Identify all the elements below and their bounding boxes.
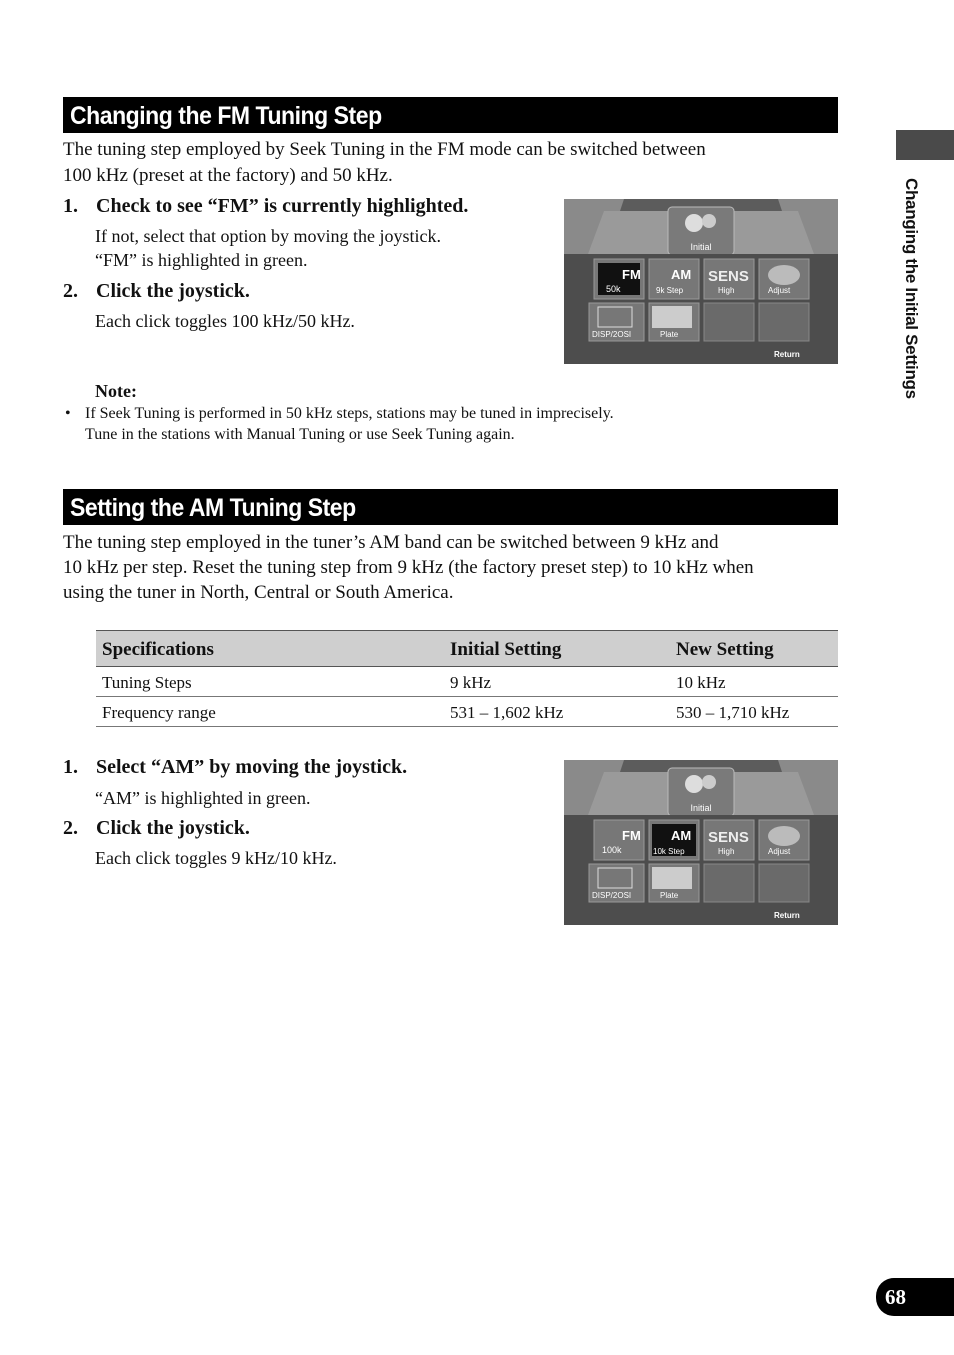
fm-step-1-title: 1. Check to see “FM” is currently highlighted. <box>63 195 469 217</box>
initial-label: Initial <box>690 803 712 813</box>
plate-tile-label: Plate <box>660 330 679 339</box>
note-item <box>65 403 815 445</box>
note-line-2: Tune in the stations with Manual Tuning or use Seek Tuning again. <box>85 426 515 443</box>
sidebar-chapter-label: Changing the Initial Settings <box>902 178 921 399</box>
sens-tile-label: SENS <box>708 829 749 846</box>
am-spec-table <box>96 630 838 727</box>
table-cell: Tuning Steps <box>96 667 444 697</box>
fm-step-1-body-2: “FM” is highlighted in green. <box>95 250 308 270</box>
note-label: Note: <box>95 381 137 401</box>
am-intro-line-2: 10 kHz per step. Reset the tuning step from 9 kHz (the factory preset step) to 10 kHz when <box>63 557 754 578</box>
fm-tile-value: 50k <box>606 284 621 294</box>
disp-tile-label: DISP/2OSI <box>592 330 632 339</box>
table-row <box>96 697 838 727</box>
am-step-2-body: Each click toggles 9 kHz/10 kHz. <box>95 848 337 868</box>
sens-tile-value: High <box>718 847 735 856</box>
fm-tile-label: FM <box>622 828 641 843</box>
table-header: Initial Setting <box>444 631 670 667</box>
table-header: Specifications <box>96 631 444 667</box>
return-label: Return <box>774 911 800 920</box>
return-label: Return <box>774 350 800 359</box>
fm-settings-screen-image <box>564 199 838 364</box>
am-step-1-title: 1. Select “AM” by moving the joystick. <box>63 756 408 778</box>
am-tile-value: 9k Step <box>656 286 684 295</box>
plate-tile-label: Plate <box>660 891 679 900</box>
am-intro-line-1: The tuning step employed in the tuner’s AM band can be switched between 9 kHz and <box>63 532 719 553</box>
adjust-tile-label: Adjust <box>768 847 791 856</box>
table-header: New Setting <box>670 631 838 667</box>
am-tile-value: 10k Step <box>653 847 685 856</box>
fm-intro-line-2: 100 kHz (preset at the factory) and 50 kHz. <box>63 165 393 186</box>
am-step-1-body: “AM” is highlighted in green. <box>95 788 311 808</box>
fm-tile-label: FM <box>622 267 641 282</box>
am-tile-label: AM <box>671 828 692 843</box>
page-number: 68 <box>876 1278 954 1316</box>
am-section-heading: Setting the AM Tuning Step <box>63 489 838 525</box>
note-bullet: • <box>65 405 71 422</box>
table-cell: 10 kHz <box>670 667 838 697</box>
initial-label: Initial <box>690 242 712 252</box>
fm-step-1-body-1: If not, select that option by moving the joystick. <box>95 226 441 246</box>
am-tile-label: AM <box>671 267 692 282</box>
table-cell: Frequency range <box>96 697 444 727</box>
table-cell: 9 kHz <box>444 667 670 697</box>
fm-tile-value: 100k <box>602 845 622 855</box>
table-header-row <box>96 631 838 667</box>
am-intro-line-3: using the tuner in North, Central or South America. <box>63 582 454 603</box>
disp-tile-label: DISP/2OSI <box>592 891 632 900</box>
fm-step-2-body: Each click toggles 100 kHz/50 kHz. <box>95 311 355 331</box>
note-line-1: If Seek Tuning is performed in 50 kHz steps, stations may be tuned in imprecisely. <box>85 405 614 422</box>
table-cell: 530 – 1,710 kHz <box>670 697 838 727</box>
adjust-tile-label: Adjust <box>768 286 791 295</box>
sens-tile-label: SENS <box>708 268 749 285</box>
am-settings-screen-image <box>564 760 838 925</box>
sens-tile-value: High <box>718 286 735 295</box>
side-tab-marker <box>896 130 954 160</box>
fm-step-2-title: 2. Click the joystick. <box>63 280 250 302</box>
fm-intro-line-1: The tuning step employed by Seek Tuning in the FM mode can be switched between <box>63 139 706 160</box>
table-row <box>96 667 838 697</box>
table-cell: 531 – 1,602 kHz <box>444 697 670 727</box>
fm-section-heading: Changing the FM Tuning Step <box>63 97 838 133</box>
am-step-2-title: 2. Click the joystick. <box>63 817 250 839</box>
